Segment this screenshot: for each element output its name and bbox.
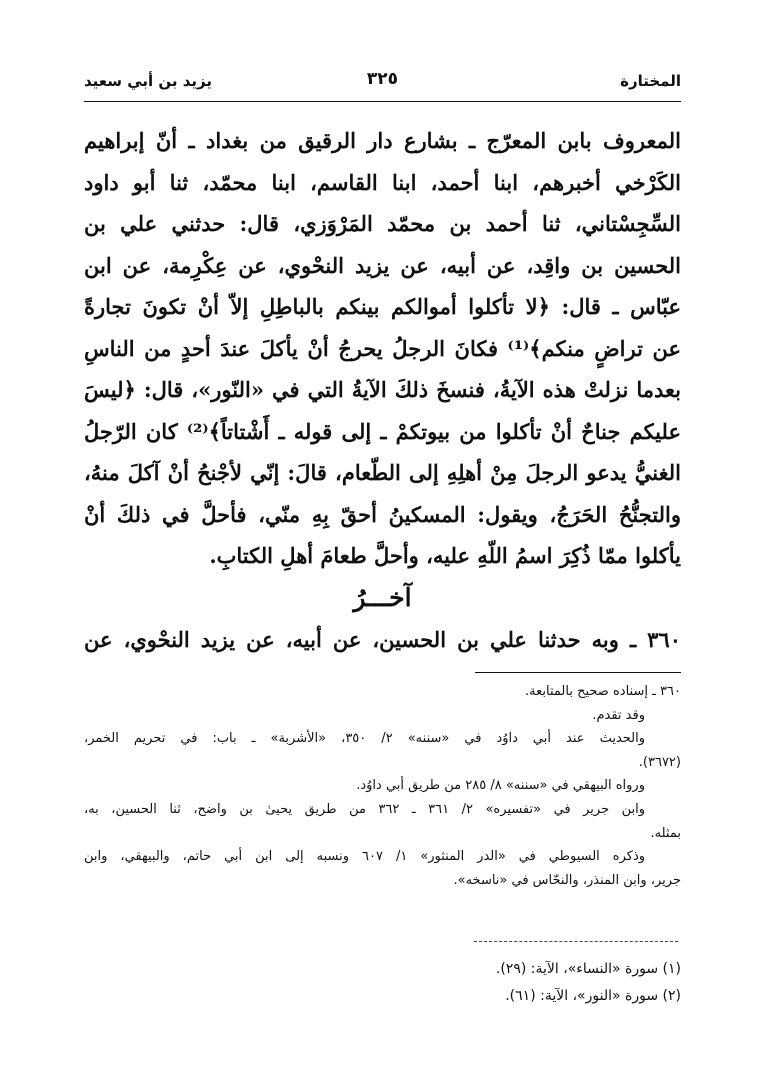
note-line: وقد تقدم. [592,707,645,723]
text-line: يأكلوا ممّا ذُكِرَ اسمُ اللّهِ عليه، وأحلَّ طعامَ أهلِ الكتابِ. [209,543,681,568]
footnotes [84,956,681,1010]
text-line: الحسين بن واقِد، عن أبيه، عن يزيد النحْوي، عن عِكْرِمة، عن ابن [84,252,681,278]
text-line: المعروف بابن المعرّج ـ بشارع دار الرقيق من بغداد ـ أنّ إبراهيم [84,128,681,153]
text-line: بعدما نزلتْ هذه الآيةُ، فنسخَ ذلكَ الآيةُ التي في «النّور»، قال: ﴿ليسَ [84,377,681,402]
book-title: المختارة [620,72,681,90]
text-line: والتجنُّحُ الحَرَجُ، ويقول: المسكينُ أحقّ بِهِ منّي، فأحلَّ في ذلكَ أنْ [84,501,681,527]
text-line: الكَرْخي أخبرهم، ابنا أحمد، ابنا القاسم، ابنا محمّد، ثنا أبو داود [84,169,681,195]
note-line: (٣٦٧٢). [638,754,681,770]
footnote: (٢) سورة «النور»، الآية: (٦١). [505,988,681,1004]
hadith-notes [84,680,681,892]
hadith-360-opening: ٣٦٠ ـ وبه حدثنا علي بن الحسين، عن أبيه، عن يزيد النحْوي، عن [84,627,681,652]
footnote: (١) سورة «النساء»، الآية: (٢٩). [495,961,681,977]
text-line: عليكم جناحٌ أنْ تأكلوا من بيوتكمْ ـ إلى قوله ـ أَشْتاتاً﴾⁽²⁾ كان الرّجلُ [84,418,681,444]
text-line: عبّاس ـ قال: ﴿لا تأكلوا أموالكم بينكم بالباطِلِ إلاّ أنْ تكونَ تجارةً [84,294,681,319]
page-number: ٣٢٥ [366,69,399,89]
text-line: الغنيُّ يدعو الرجلَ مِنْ أهلِهِ إلى الطّعام، قالَ: إنّي لأجْنحُ أنْ آكلَ منهُ، [84,460,681,485]
text-line: السِّجِسْتاني، ثنا أحمد بن محمّد المَرْوَزي، قال: حدثني علي بن [84,211,681,236]
note-line: بمثله. [650,825,681,841]
note-line: ٣٦٠ ـ إسناده صحيح بالمتابعة. [525,684,681,699]
section-name: يزيد بن أبي سعيد [84,72,213,90]
text-line: عن تراضٍ منكم﴾⁽¹⁾ فكانَ الرجلُ يحرجُ أنْ يأكلَ عندَ أحدٍ من الناسِ [84,335,681,361]
section-heading: آخـــرُ [353,583,412,612]
note-line: وذكره السيوطي في «الدر المنثور» ١/ ٦٠٧ ونسبه إلى ابن أبي حاتم، والبيهقي، وابن [84,849,646,865]
notes-divider [475,672,681,673]
note-line: ورواه البيهقي في «سننه» ٨/ ٢٨٥ من طريق أبي داوُد. [356,778,645,794]
header-divider [84,101,681,102]
main-text [84,120,681,577]
running-header [84,66,681,100]
note-line: وابن جرير في «تفسيره» ٢/ ٣٦١ ـ ٣٦٢ من طريق يحيىٰ بن واضح، ثنا الحسين، به، [84,801,646,817]
footnote-divider [474,941,678,942]
note-line: جرير، وابن المنذر، والنحّاس في «ناسخه». [453,872,681,888]
note-line: والحديث عند أبي داوُد في «سننه» ٢/ ٣٥٠، «الأشربة» ـ باب: في تحريم الخمر، [84,731,646,747]
